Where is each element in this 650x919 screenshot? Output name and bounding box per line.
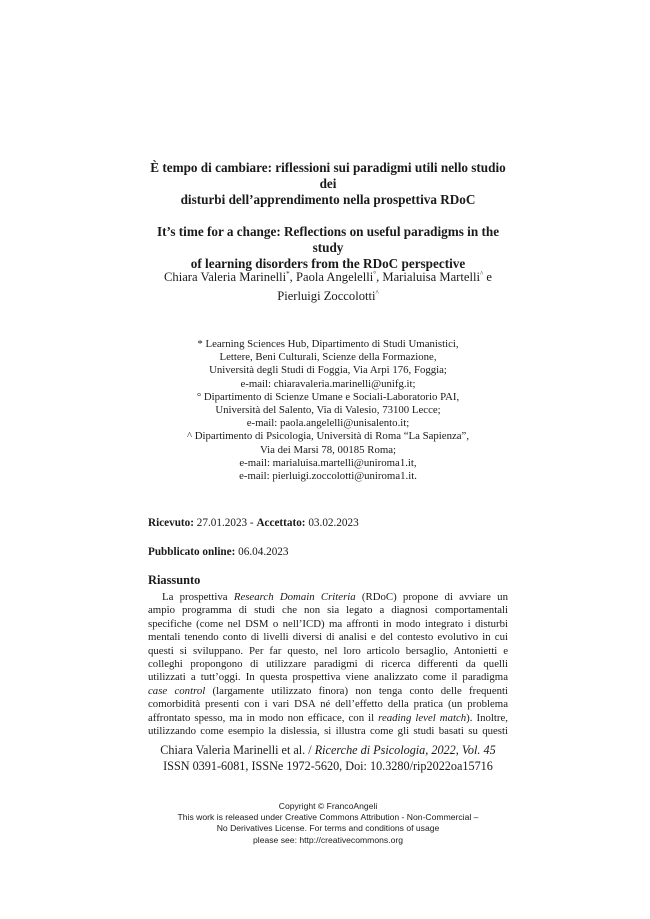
abstract-line bbox=[148, 671, 508, 684]
author-name: Marialuisa Martelli bbox=[382, 270, 480, 285]
citation-journal: Ricerche di Psicologia, 2022, Vol. 45 bbox=[314, 743, 496, 757]
received-label: Ricevuto: bbox=[148, 517, 194, 529]
abstract-text: utilizzati a tutt’oggi. In questa prospettiva viene analizzato come il paradigma bbox=[148, 671, 508, 684]
copyright-line: Copyright © FrancoAngeli bbox=[278, 801, 378, 811]
author-name: Pierluigi Zoccolotti bbox=[277, 289, 376, 304]
title-italian bbox=[148, 160, 508, 208]
abstract-line bbox=[148, 645, 508, 658]
abstract-line bbox=[148, 658, 508, 671]
abstract-text: (largamente utilizzato finora) non tenga conto delle frequenti bbox=[205, 684, 509, 697]
title-english-line: It’s time for a change: Reflections on useful paradigms in the study bbox=[156, 224, 500, 255]
author-separator: , bbox=[376, 270, 383, 285]
email-line: e-mail: paola.angelelli@unisalento.it; bbox=[246, 417, 410, 430]
abstract-line bbox=[148, 712, 508, 725]
accepted-label: Accettato: bbox=[256, 517, 306, 529]
abstract-body bbox=[148, 591, 508, 738]
affiliation-marker: * bbox=[286, 270, 290, 278]
affiliation-line: Università del Salento, Via di Valesio, 73100 Lecce; bbox=[215, 404, 441, 417]
affiliation-line: ^ Dipartimento di Psicologia, Università di Roma “La Sapienza”, bbox=[186, 430, 470, 443]
affiliation-line: ° Dipartimento di Scienze Umane e Sociali-Laboratorio PAI, bbox=[196, 390, 460, 403]
abstract-italic-term: case control bbox=[148, 684, 206, 697]
affiliation-marker: ° bbox=[373, 270, 377, 278]
received-date: 27.01.2023 - bbox=[193, 517, 257, 529]
license-link: please see: http://creativecommons.org bbox=[253, 834, 403, 845]
title-english bbox=[148, 224, 508, 272]
author-name: Paola Angelelli bbox=[295, 270, 374, 285]
license-notice bbox=[148, 801, 508, 846]
journal-citation bbox=[148, 742, 508, 774]
author-separator: , bbox=[289, 270, 296, 285]
author-separator: e bbox=[483, 270, 492, 285]
affiliation-marker: ^ bbox=[479, 270, 484, 278]
author-list bbox=[148, 266, 508, 304]
abstract-line bbox=[148, 725, 508, 738]
affiliation-line: Via dei Marsi 78, 00185 Roma; bbox=[259, 443, 397, 456]
abstract-line bbox=[148, 698, 508, 711]
abstract-line bbox=[148, 631, 508, 644]
affiliation-marker: ^ bbox=[375, 289, 379, 298]
abstract-text: ). Inoltre, bbox=[466, 711, 508, 724]
abstract-text: colleghi propongono di utilizzare paradigmi di ricerca differenti da quelli bbox=[148, 657, 508, 670]
abstract-text: specifiche (come nel DSM o nell’ICD) ma affronti in modo integrato i disturbi bbox=[148, 617, 508, 630]
accepted-date: 03.02.2023 bbox=[305, 517, 359, 529]
abstract-text: (RDoC) propone di avviare un bbox=[355, 591, 508, 603]
published-date bbox=[148, 545, 288, 559]
abstract-text: mentali tenendo conto di livelli diversi di analisi e del contesto evolutivo in cui bbox=[148, 631, 508, 644]
abstract-line bbox=[148, 685, 508, 698]
email-line: e-mail: pierluigi.zoccolotti@uniroma1.it. bbox=[239, 470, 417, 483]
title-italian-line: È tempo di cambiare: riflessioni sui paradigmi utili nello studio dei bbox=[150, 160, 506, 191]
published-label: Pubblicato online: bbox=[148, 546, 236, 558]
abstract-text: ampio programma di studi che non sia legato a diagnosi comportamentali bbox=[148, 604, 508, 617]
citation-line bbox=[148, 742, 508, 758]
email-line: e-mail: chiaravaleria.marinelli@unifg.it; bbox=[240, 377, 416, 390]
affiliations bbox=[148, 338, 508, 483]
affiliation-line: Lettere, Beni Culturali, Scienze della Formazione, bbox=[219, 351, 437, 364]
citation-authors: Chiara Valeria Marinelli et al. / bbox=[160, 743, 315, 757]
email-line: e-mail: marialuisa.martelli@uniroma1.it, bbox=[239, 456, 417, 469]
license-line: No Derivatives License. For terms and conditions of usage bbox=[216, 823, 440, 834]
abstract-text: questi si sviluppano. Per far questo, nel loro articolo bersaglio, Antonietti e bbox=[148, 644, 508, 657]
abstract-italic-term: Research Domain Criteria bbox=[233, 591, 356, 603]
abstract-text: affrontato spesso, ma in modo non efficace, con il bbox=[148, 711, 379, 724]
author-name: Chiara Valeria Marinelli bbox=[164, 270, 287, 285]
title-block bbox=[148, 160, 508, 272]
abstract-italic-term: reading level match bbox=[378, 711, 467, 724]
title-italian-line: disturbi dell’apprendimento nella prospettiva RDoC bbox=[180, 192, 476, 207]
license-line: This work is released under Creative Commons Attribution - Non-Commercial – bbox=[177, 812, 479, 823]
abstract-heading: Riassunto bbox=[148, 573, 201, 587]
affiliation-line: * Learning Sciences Hub, Dipartimento di Studi Umanistici, bbox=[197, 338, 459, 350]
title-english-line: of learning disorders from the RDoC perspective bbox=[190, 256, 466, 271]
abstract-text: La prospettiva bbox=[162, 591, 234, 603]
abstract-text: utilizzando come esempio la dislessia, si illustra come gli studi basati su questi bbox=[148, 724, 508, 737]
author-line bbox=[148, 266, 508, 285]
citation-issn: ISSN 0391-6081, ISSNe 1972-5620, Doi: 10.3280/rip2022oa15716 bbox=[163, 759, 493, 773]
abstract-line bbox=[148, 604, 508, 617]
published-value: 06.04.2023 bbox=[235, 546, 289, 558]
received-accepted-dates bbox=[148, 516, 359, 530]
abstract-line bbox=[148, 591, 508, 604]
abstract-text: comorbidità presenti con i vari DSA né dell’effetto della pratica (un problema bbox=[148, 698, 508, 711]
author-line bbox=[148, 285, 508, 304]
abstract-line bbox=[148, 618, 508, 631]
affiliation-line: Università degli Studi di Foggia, Via Arpi 176, Foggia; bbox=[209, 364, 447, 377]
